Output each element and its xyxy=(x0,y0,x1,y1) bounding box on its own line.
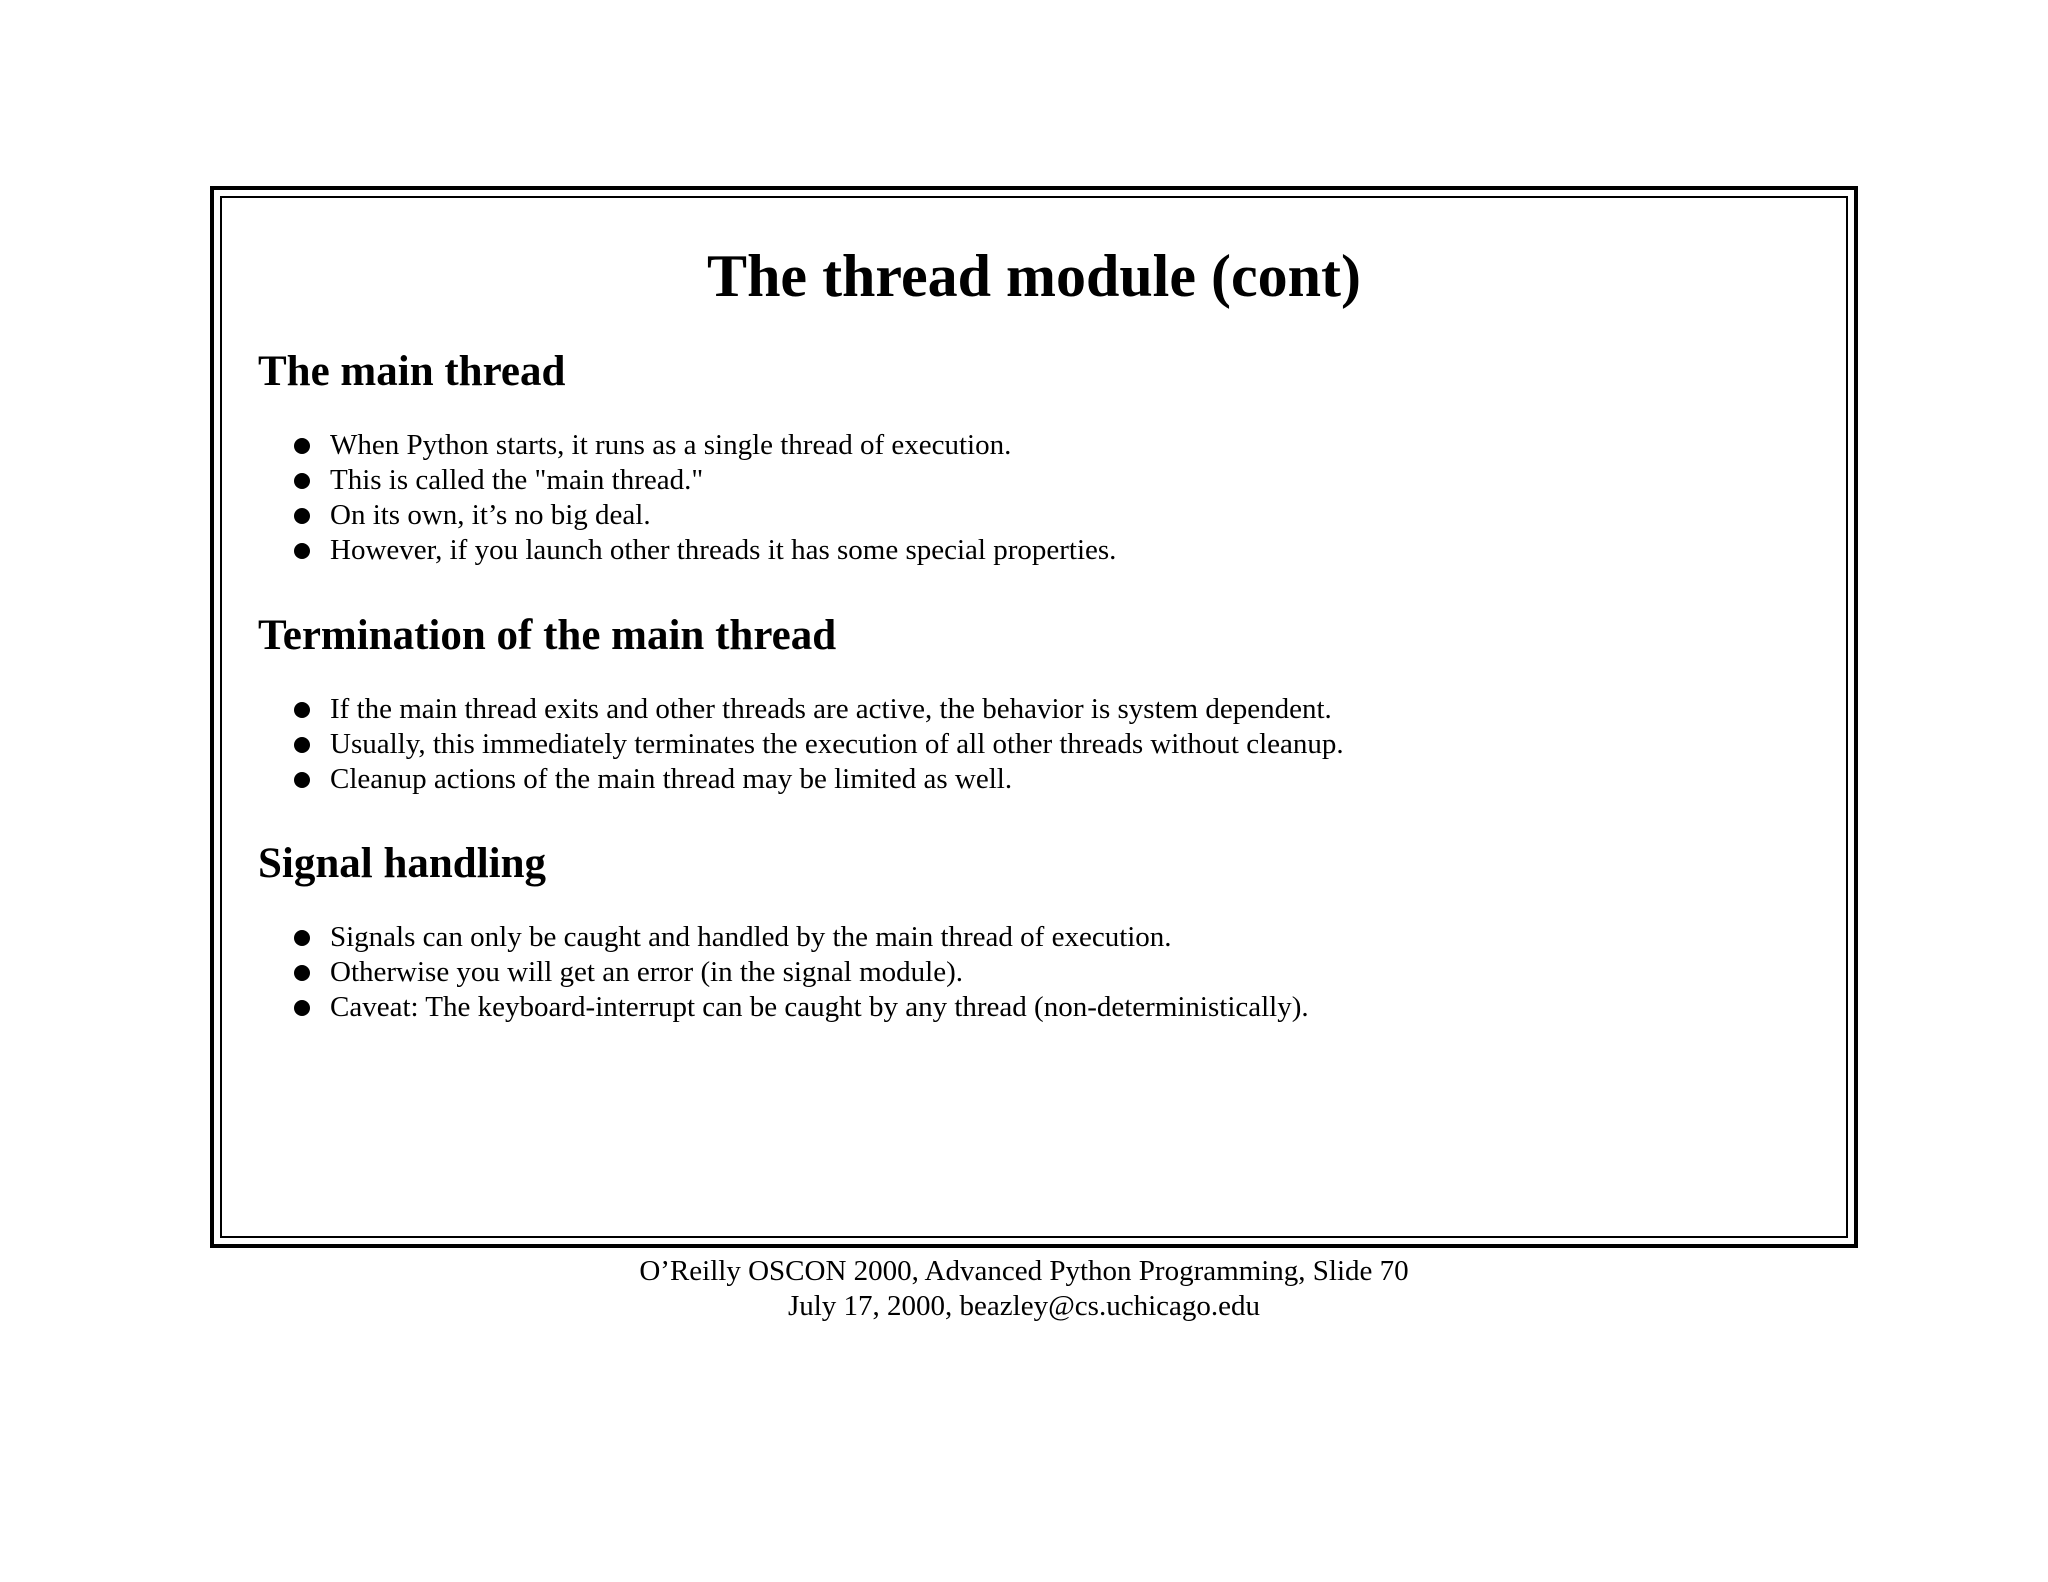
bullet-text: If the main thread exits and other threads are active, the behavior is system dependent. xyxy=(330,692,1332,725)
bullet-text: This is called the "main thread." xyxy=(330,463,704,496)
section-signal-handling xyxy=(258,838,1810,1025)
bullet-icon xyxy=(294,772,310,788)
bullet-text: Otherwise you will get an error (in the signal module). xyxy=(330,955,964,988)
bullet-text: Signals can only be caught and handled by the main thread of execution. xyxy=(330,920,1172,953)
bullet-text: Cleanup actions of the main thread may be limited as well. xyxy=(330,762,1013,795)
slide-title: The thread module (cont) xyxy=(707,243,1361,309)
bullet-text: Usually, this immediately terminates the execution of all other threads without cleanup. xyxy=(330,727,1344,760)
slide-inner-border xyxy=(220,196,1848,1238)
list-item xyxy=(294,692,1810,727)
bullet-icon xyxy=(294,930,310,946)
footer-line-2: July 17, 2000, beazley@cs.uchicago.edu xyxy=(787,1290,1261,1322)
section-heading: Termination of the main thread xyxy=(258,612,837,659)
bullet-icon xyxy=(294,438,310,454)
bullet-icon xyxy=(294,702,310,718)
bullet-icon xyxy=(294,543,310,559)
list-item xyxy=(294,498,1810,533)
list-item xyxy=(294,727,1810,762)
bullet-icon xyxy=(294,965,310,981)
bullet-list xyxy=(258,920,1810,1025)
bullet-list xyxy=(258,692,1810,797)
list-item xyxy=(294,920,1810,955)
bullet-list xyxy=(258,428,1810,568)
section-heading: The main thread xyxy=(258,348,566,395)
bullet-icon xyxy=(294,508,310,524)
bullet-icon xyxy=(294,737,310,753)
bullet-text: Caveat: The keyboard-interrupt can be caught by any thread (non-deterministically). xyxy=(330,990,1309,1023)
section-heading: Signal handling xyxy=(258,840,547,887)
section-main-thread xyxy=(258,346,1810,568)
list-item xyxy=(294,762,1810,797)
bullet-text: However, if you launch other threads it has some special properties. xyxy=(330,533,1117,566)
section-termination xyxy=(258,610,1810,797)
bullet-text: When Python starts, it runs as a single thread of execution. xyxy=(330,428,1012,461)
bullet-text: On its own, it’s no big deal. xyxy=(330,498,651,531)
list-item xyxy=(294,428,1810,463)
slide-frame xyxy=(210,186,1858,1248)
bullet-icon xyxy=(294,1000,310,1016)
bullet-icon xyxy=(294,473,310,489)
list-item xyxy=(294,463,1810,498)
list-item xyxy=(294,990,1810,1025)
list-item xyxy=(294,955,1810,990)
slide-footer xyxy=(0,1254,2048,1324)
list-item xyxy=(294,533,1810,568)
footer-line-1: O’Reilly OSCON 2000, Advanced Python Programming, Slide 70 xyxy=(639,1255,1409,1287)
